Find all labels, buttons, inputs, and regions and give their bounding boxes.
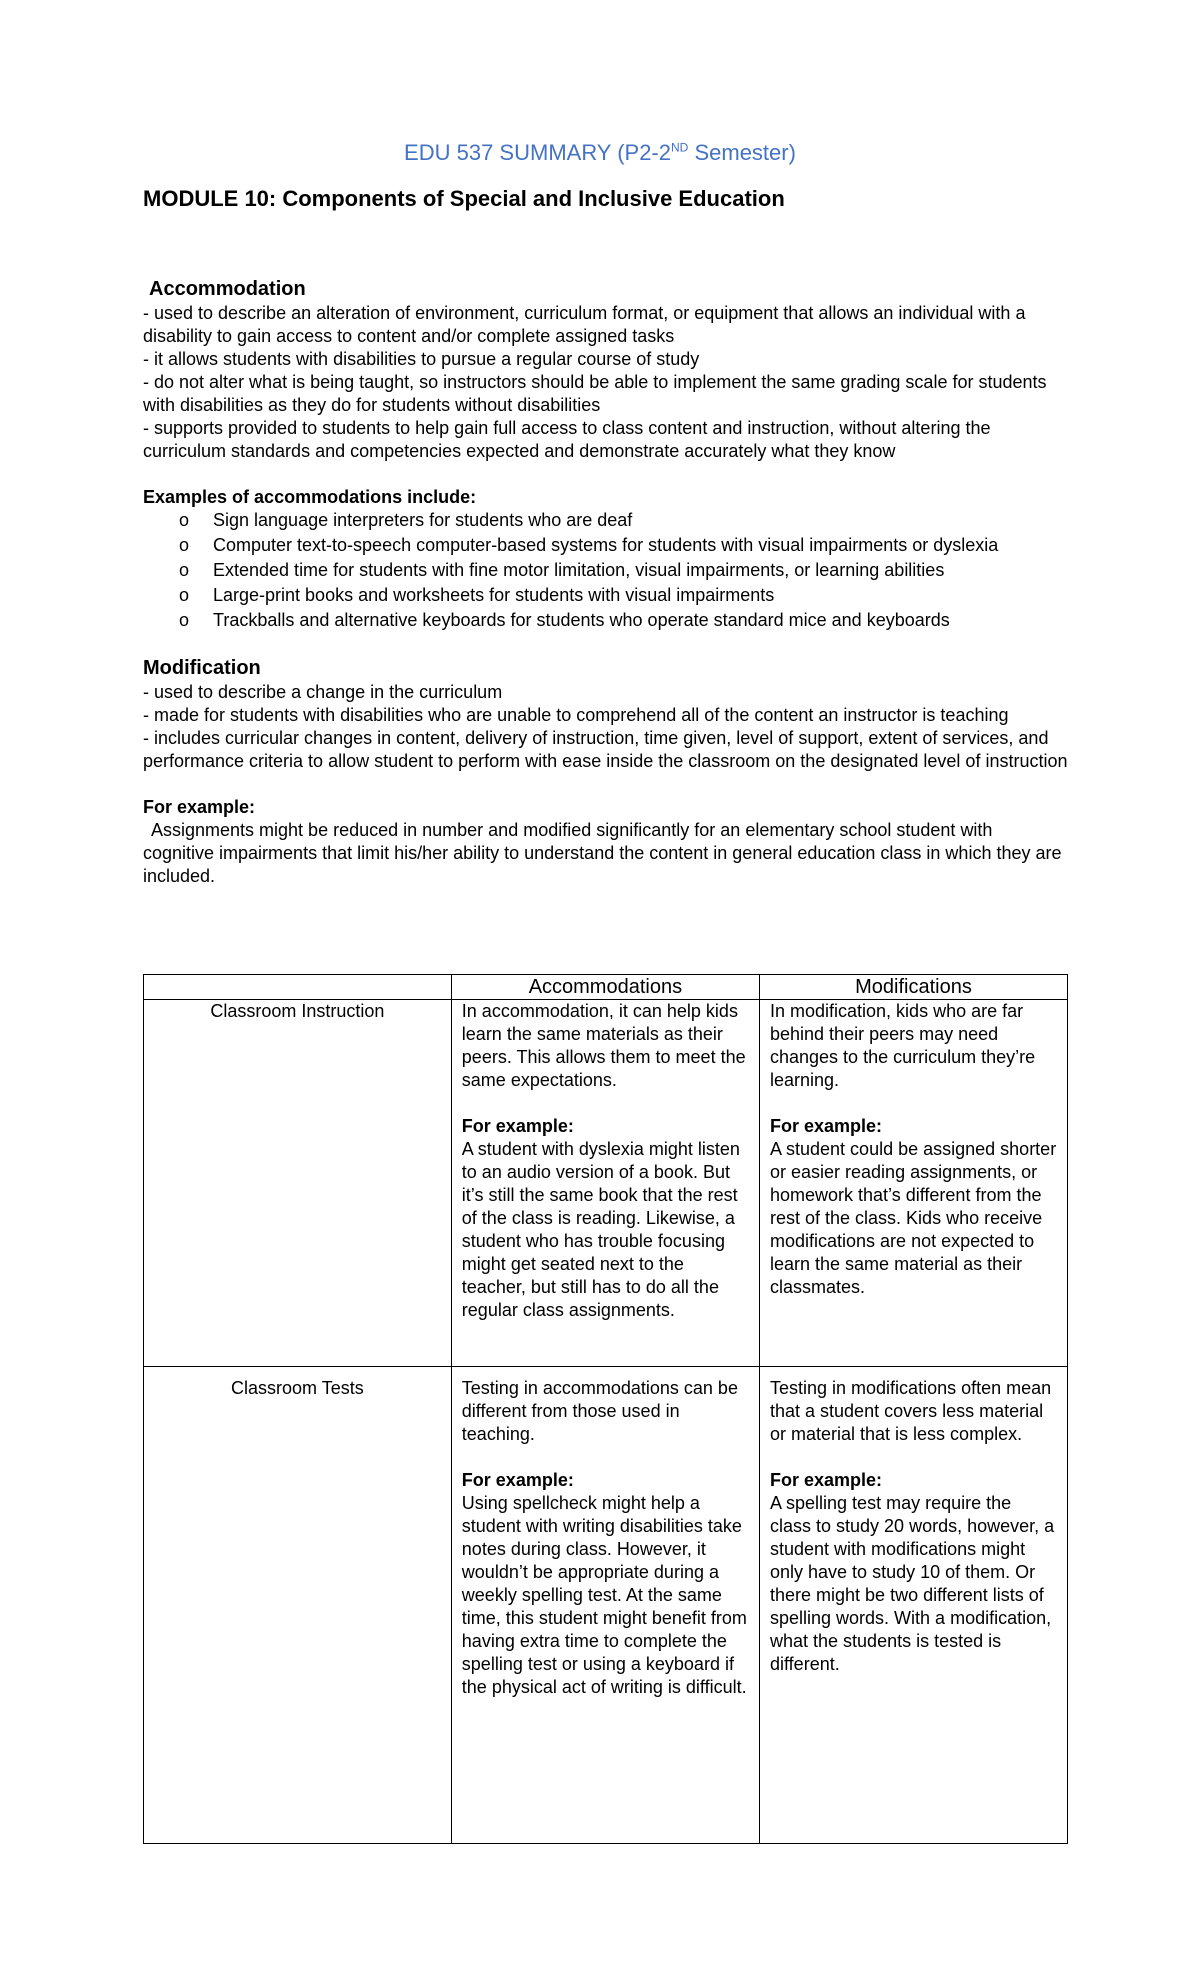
modifications-cell: Testing in modifications often mean that a student covers less material or material that is less complex. For example: A spelling test may require the class to study 20 words, however, a student with modifications might only have to study 10 of them. Or there might be two different lists of spelling words. With a modification, what the students is tested is different. — [760, 1367, 1068, 1844]
accommodation-heading: Accommodation — [149, 278, 306, 300]
body-content — [143, 276, 1068, 888]
modification-example-text: Assignments might be reduced in number and modified significantly for an elementary school student with cognitive impairments that limit his/her ability to understand the content in general education class in which they are included. — [143, 820, 1062, 886]
modifications-cell: In modification, kids who are far behind their peers may need changes to the curriculum they’re learning. For example: A student could be assigned shorter or easier reading assignments, or homework that’s different from the rest of the class. Kids who receive modifications are not expected to learn the same material as their classmates. — [760, 1000, 1068, 1367]
modification-example-heading: For example: — [143, 797, 256, 817]
accommodations-cell: In accommodation, it can help kids learn the same materials as their peers. This allows them to meet the same expectations. For example: A student with dyslexia might listen to an audio version of a book. But it’s still the same book that the rest of the class is reading. Likewise, a student who has trouble focusing might get seated next to the teacher, but still has to do all the regular class assignments. — [451, 1000, 759, 1367]
modification-line: - made for students with disabilities who are unable to comprehend all of the content an instructor is teaching — [143, 705, 1009, 725]
table-row — [144, 1367, 1068, 1844]
bullet-icon: o — [179, 560, 190, 580]
comparison-table — [143, 974, 1068, 1844]
modification-heading: Modification — [143, 657, 261, 679]
bullet-icon: o — [179, 585, 190, 605]
list-item: o Large-print books and worksheets for students with visual impairments — [179, 585, 775, 605]
accommodation-line: - it allows students with disabilities to pursue a regular course of study — [143, 349, 700, 369]
bullet-icon: o — [179, 610, 190, 630]
list-item: o Computer text-to-speech computer-based systems for students with visual impairments or dyslexia — [179, 535, 999, 555]
list-item: o Extended time for students with fine motor limitation, visual impairments, or learning abilities — [179, 560, 945, 580]
list-item: o Sign language interpreters for students who are deaf — [179, 510, 633, 530]
accommodation-line: - do not alter what is being taught, so instructors should be able to implement the same grading scale for students with disabilities as they do for students without disabilities — [143, 372, 1047, 415]
row-label: Classroom Instruction — [144, 1000, 452, 1367]
document-title: EDU 537 SUMMARY (P2-2ND Semester) — [404, 140, 796, 165]
modification-line: - includes curricular changes in content, delivery of instruction, time given, level of support, extent of services, and performance criteria to allow student to perform with ease inside the classroom on the designated level of instruction — [143, 728, 1068, 771]
list-item: o Trackballs and alternative keyboards for students who operate standard mice and keyboards — [179, 610, 950, 630]
table-row — [144, 1000, 1068, 1367]
row-label: Classroom Tests — [144, 1367, 452, 1844]
table-header-modifications: Modifications — [760, 975, 1068, 1000]
accommodation-examples-list — [143, 509, 1068, 632]
accommodations-cell: Testing in accommodations can be different from those used in teaching. For example: Using spellcheck might help a student with writing disabilities take notes during class. However, it wouldn’t be appropriate during a weekly spelling test. At the same time, this student might benefit from having extra time to complete the spelling test or using a keyboard if the physical act of writing is difficult. — [451, 1367, 759, 1844]
module-heading: MODULE 10: Components of Special and Inclusive Education — [143, 186, 785, 211]
table-header-accommodations: Accommodations — [451, 975, 759, 1000]
accommodation-examples-heading: Examples of accommodations include: — [143, 487, 477, 507]
modification-line: - used to describe a change in the curriculum — [143, 682, 503, 702]
table-header-empty — [144, 975, 452, 1000]
bullet-icon: o — [179, 510, 190, 530]
table-header-row — [144, 975, 1068, 1000]
accommodation-line: - supports provided to students to help gain full access to class content and instruction, without altering the curriculum standards and competencies expected and demonstrate accurately what they know — [143, 418, 991, 461]
accommodation-line: - used to describe an alteration of environment, curriculum format, or equipment that allows an individual with a disability to gain access to content and/or complete assigned tasks — [143, 303, 1026, 346]
bullet-icon: o — [179, 535, 190, 555]
